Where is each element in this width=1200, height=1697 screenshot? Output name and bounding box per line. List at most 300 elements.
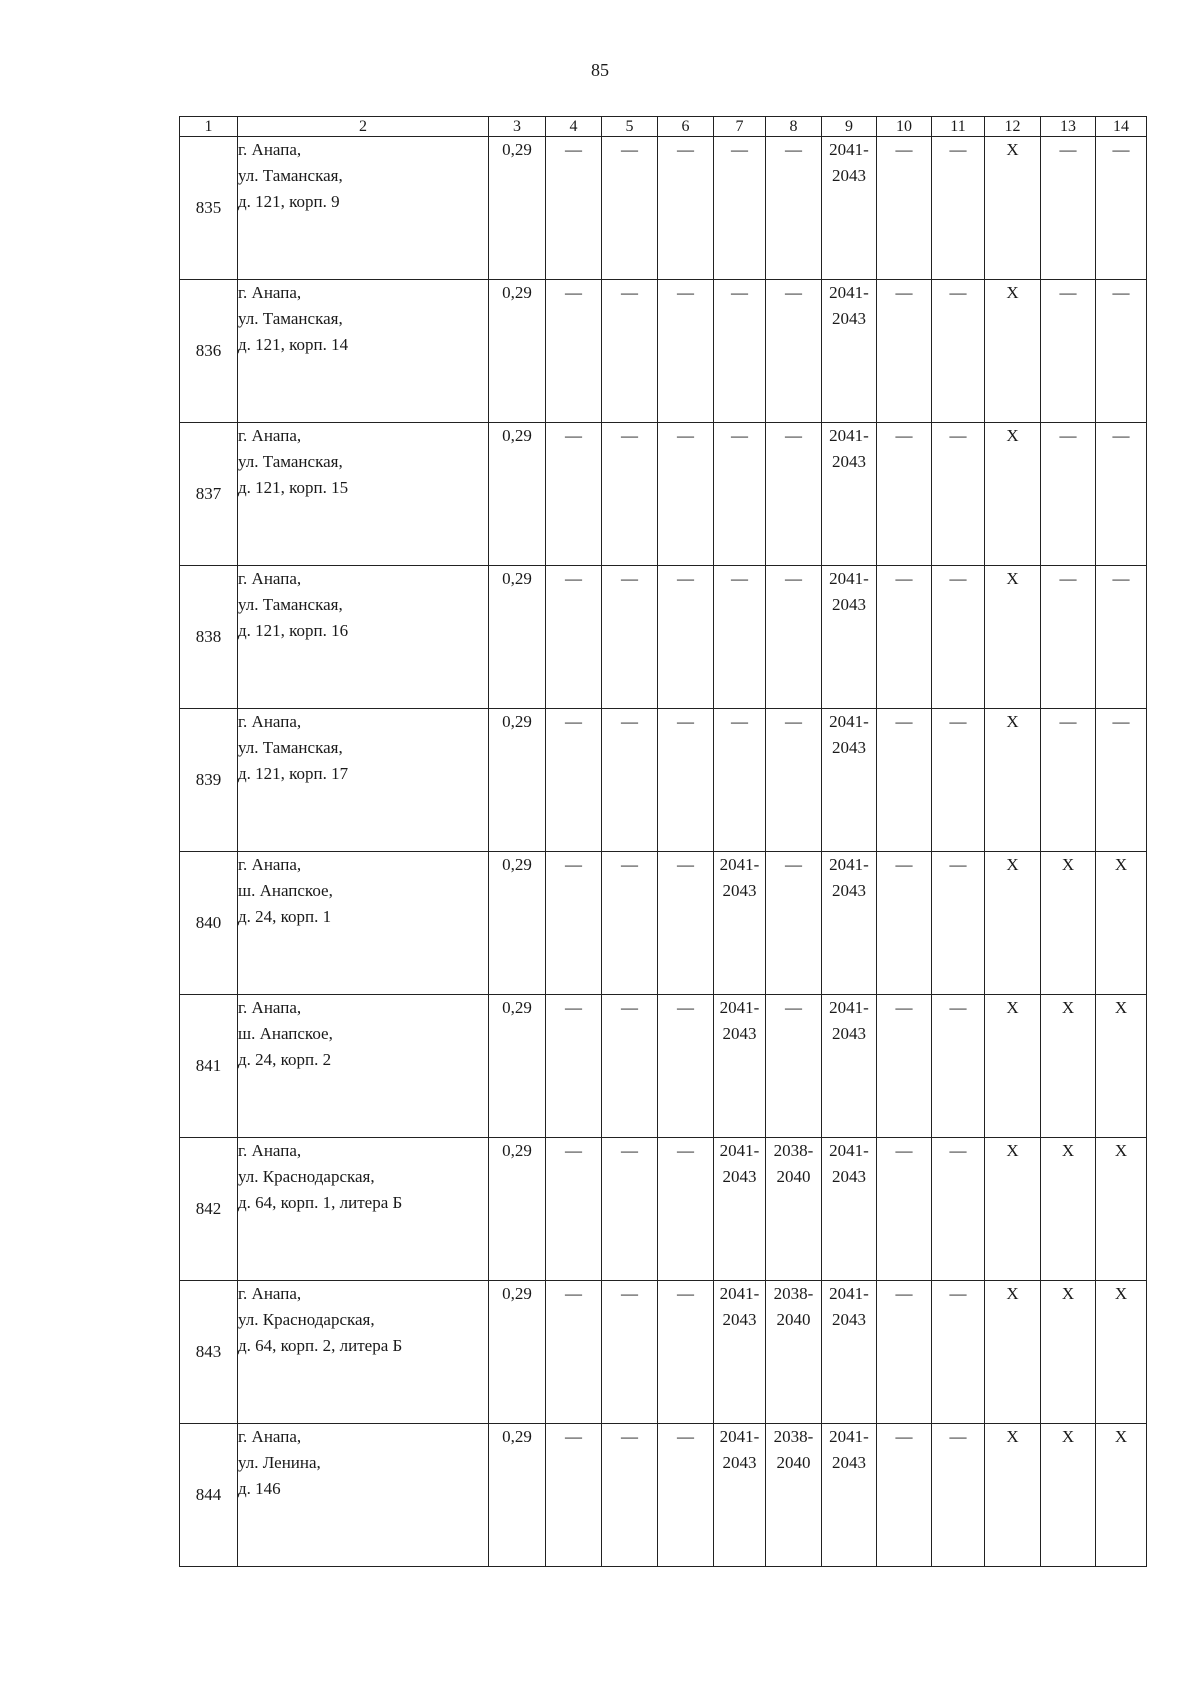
value-text: 2043 — [832, 1167, 866, 1186]
value-text: Х — [1006, 283, 1019, 302]
value-cell — [985, 1138, 1041, 1281]
value-cell — [714, 423, 766, 566]
value-cell — [985, 852, 1041, 995]
value-text: — — [949, 140, 967, 159]
address-line: г. Анапа, — [238, 283, 302, 302]
value-cell — [877, 566, 932, 709]
value-text: — — [949, 426, 967, 445]
value-cell — [766, 995, 822, 1138]
value-cell — [714, 280, 766, 423]
value-cell — [1096, 137, 1147, 280]
value-text: — — [565, 426, 582, 445]
value-text: Х — [1006, 569, 1019, 588]
value-text: — — [731, 426, 748, 445]
column-header: 1 — [180, 117, 238, 137]
value-cell — [546, 566, 602, 709]
column-header: 3 — [489, 117, 546, 137]
value-cell — [877, 1281, 932, 1424]
value-text: 2041- — [829, 1427, 869, 1446]
value-cell — [1041, 995, 1096, 1138]
value-text: Х — [1006, 1284, 1019, 1303]
column-header: 5 — [602, 117, 658, 137]
value-text: — — [1059, 283, 1077, 302]
row-number: 837 — [180, 423, 238, 566]
value-text: — — [785, 283, 802, 302]
value-cell — [602, 709, 658, 852]
value-text: Х — [1114, 1427, 1128, 1446]
value-text: — — [621, 426, 638, 445]
value-text: — — [621, 1141, 638, 1160]
row-number: 840 — [180, 852, 238, 995]
value-text: 0,29 — [502, 283, 532, 302]
value-text: — — [785, 140, 802, 159]
column-header: 8 — [766, 117, 822, 137]
value-text: 2043 — [722, 1453, 757, 1472]
value-text: 2043 — [832, 1024, 866, 1043]
address-cell — [238, 709, 489, 852]
value-text: 2041- — [719, 1141, 760, 1160]
value-cell — [877, 1138, 932, 1281]
value-cell — [546, 423, 602, 566]
row-number: 842 — [180, 1138, 238, 1281]
value-text: — — [785, 998, 802, 1017]
value-cell — [877, 1424, 932, 1567]
value-cell — [602, 1281, 658, 1424]
value-text: — — [895, 283, 913, 302]
address-cell — [238, 1138, 489, 1281]
value-text: — — [949, 1284, 967, 1303]
address-line: г. Анапа, — [238, 1427, 302, 1446]
table-row — [180, 1424, 1147, 1567]
address-line: г. Анапа, — [238, 712, 302, 731]
value-cell — [489, 566, 546, 709]
value-text: — — [785, 855, 802, 874]
value-cell — [932, 1138, 985, 1281]
value-cell — [546, 852, 602, 995]
value-cell — [766, 280, 822, 423]
table-row — [180, 566, 1147, 709]
value-text: 0,29 — [502, 855, 532, 874]
value-cell — [714, 1138, 766, 1281]
value-text: — — [621, 1284, 638, 1303]
value-text: — — [565, 1427, 582, 1446]
value-cell — [658, 280, 714, 423]
value-cell — [658, 1424, 714, 1567]
value-cell — [658, 423, 714, 566]
value-text: Х — [1061, 855, 1075, 874]
value-cell — [1096, 1424, 1147, 1567]
value-text: 2038- — [773, 1284, 814, 1303]
value-cell — [932, 137, 985, 280]
value-cell — [1041, 566, 1096, 709]
value-cell — [877, 280, 932, 423]
address-cell — [238, 423, 489, 566]
value-text: — — [731, 283, 748, 302]
value-cell — [714, 566, 766, 709]
value-text: Х — [1006, 1427, 1019, 1446]
value-text: Х — [1114, 855, 1128, 874]
value-cell — [546, 1138, 602, 1281]
value-text: 2041- — [829, 855, 869, 874]
value-text: Х — [1114, 1141, 1128, 1160]
value-cell — [877, 852, 932, 995]
value-text: Х — [1006, 426, 1019, 445]
value-cell — [714, 995, 766, 1138]
value-text: 2038- — [773, 1141, 814, 1160]
value-cell — [1041, 1281, 1096, 1424]
value-cell — [766, 137, 822, 280]
value-cell — [546, 709, 602, 852]
value-text: — — [895, 712, 913, 731]
value-cell — [489, 1424, 546, 1567]
address-line: д. 121, корп. 15 — [238, 478, 349, 497]
table-row — [180, 1281, 1147, 1424]
value-cell — [877, 137, 932, 280]
value-cell — [766, 1281, 822, 1424]
value-cell — [602, 995, 658, 1138]
value-text: — — [895, 426, 913, 445]
column-header: 11 — [932, 117, 985, 137]
table-row — [180, 852, 1147, 995]
column-header: 13 — [1041, 117, 1096, 137]
value-cell — [822, 566, 877, 709]
value-cell — [1096, 709, 1147, 852]
address-line: ш. Анапское, — [238, 1024, 333, 1043]
value-cell — [932, 709, 985, 852]
value-cell — [822, 852, 877, 995]
value-text: — — [565, 140, 582, 159]
value-text: — — [565, 569, 582, 588]
value-cell — [766, 423, 822, 566]
table-row — [180, 137, 1147, 280]
value-text: — — [1112, 140, 1130, 159]
value-cell — [489, 137, 546, 280]
value-cell — [546, 995, 602, 1138]
value-text: — — [565, 855, 582, 874]
value-text: 2041- — [829, 283, 869, 302]
value-text: 0,29 — [502, 1427, 532, 1446]
value-cell — [1041, 709, 1096, 852]
value-cell — [985, 566, 1041, 709]
address-line: г. Анапа, — [238, 569, 302, 588]
value-cell — [1041, 423, 1096, 566]
value-text: 2041- — [829, 140, 869, 159]
value-cell — [489, 995, 546, 1138]
value-text: 0,29 — [502, 426, 532, 445]
value-text: — — [1112, 712, 1130, 731]
value-cell — [602, 566, 658, 709]
address-line: г. Анапа, — [238, 426, 302, 445]
column-number-header-row — [180, 117, 1147, 137]
column-header: 10 — [877, 117, 932, 137]
value-text: — — [895, 998, 913, 1017]
value-text: 0,29 — [502, 140, 532, 159]
value-text: Х — [1061, 1284, 1075, 1303]
value-text: — — [785, 426, 802, 445]
value-text: — — [565, 1284, 582, 1303]
value-text: — — [621, 283, 638, 302]
value-text: — — [1112, 283, 1130, 302]
value-cell — [602, 423, 658, 566]
value-cell — [985, 995, 1041, 1138]
value-cell — [822, 1281, 877, 1424]
value-cell — [822, 423, 877, 566]
value-text: Х — [1114, 1284, 1128, 1303]
value-text: — — [731, 140, 748, 159]
value-text: Х — [1061, 998, 1075, 1017]
value-cell — [822, 1424, 877, 1567]
value-cell — [822, 137, 877, 280]
value-text: 2041- — [829, 1284, 869, 1303]
value-text: — — [949, 1427, 967, 1446]
value-cell — [1041, 1138, 1096, 1281]
value-cell — [822, 280, 877, 423]
value-text: — — [621, 998, 638, 1017]
value-cell — [932, 995, 985, 1138]
value-text: — — [677, 1284, 694, 1303]
value-text: — — [785, 712, 802, 731]
value-cell — [985, 137, 1041, 280]
value-cell — [1096, 995, 1147, 1138]
value-text: 2041- — [829, 998, 869, 1017]
value-cell — [985, 709, 1041, 852]
table-row — [180, 1138, 1147, 1281]
row-number: 844 — [180, 1424, 238, 1567]
value-text: 2041- — [719, 855, 760, 874]
value-cell — [985, 280, 1041, 423]
value-text: Х — [1006, 998, 1019, 1017]
address-cell — [238, 137, 489, 280]
value-cell — [489, 1281, 546, 1424]
value-text: — — [565, 1141, 582, 1160]
value-text: — — [1059, 426, 1077, 445]
address-line: д. 121, корп. 9 — [238, 192, 340, 211]
value-text: 2043 — [832, 452, 866, 471]
value-text: — — [949, 712, 967, 731]
address-line: д. 64, корп. 2, литера Б — [238, 1336, 403, 1355]
value-cell — [489, 423, 546, 566]
column-header: 7 — [714, 117, 766, 137]
value-text: — — [565, 283, 582, 302]
value-cell — [1096, 566, 1147, 709]
address-cell — [238, 566, 489, 709]
value-cell — [766, 1424, 822, 1567]
value-text: 2041- — [829, 1141, 869, 1160]
value-cell — [714, 852, 766, 995]
column-header: 9 — [822, 117, 877, 137]
value-text: — — [1112, 569, 1130, 588]
value-cell — [932, 1281, 985, 1424]
value-cell — [1096, 280, 1147, 423]
value-text: — — [949, 855, 967, 874]
value-text: — — [785, 569, 802, 588]
value-cell — [932, 423, 985, 566]
column-header: 2 — [238, 117, 489, 137]
column-header: 12 — [985, 117, 1041, 137]
value-cell — [1041, 280, 1096, 423]
value-text: 0,29 — [502, 569, 532, 588]
address-line: д. 64, корп. 1, литера Б — [238, 1193, 403, 1212]
value-cell — [766, 709, 822, 852]
value-cell — [489, 709, 546, 852]
table-row — [180, 709, 1147, 852]
value-text: — — [677, 140, 694, 159]
row-number: 841 — [180, 995, 238, 1138]
value-cell — [546, 1424, 602, 1567]
value-cell — [714, 1424, 766, 1567]
value-cell — [658, 852, 714, 995]
value-text: — — [895, 569, 913, 588]
address-line: ул. Краснодарская, — [238, 1167, 375, 1186]
value-text: 0,29 — [502, 712, 532, 731]
value-cell — [932, 1424, 985, 1567]
value-text: — — [677, 569, 694, 588]
value-cell — [489, 1138, 546, 1281]
value-text: — — [949, 283, 967, 302]
address-line: г. Анапа, — [238, 1284, 302, 1303]
value-text: 2043 — [832, 166, 866, 185]
value-text: 2043 — [722, 1024, 757, 1043]
value-text: — — [621, 712, 638, 731]
value-text: 2041- — [719, 1427, 760, 1446]
value-cell — [546, 1281, 602, 1424]
value-cell — [877, 709, 932, 852]
value-text: 2043 — [832, 881, 866, 900]
value-text: 2041- — [829, 712, 869, 731]
value-cell — [658, 709, 714, 852]
value-text: — — [677, 283, 694, 302]
value-text: — — [895, 1284, 913, 1303]
value-cell — [822, 995, 877, 1138]
value-text: Х — [1061, 1427, 1075, 1446]
address-cell — [238, 280, 489, 423]
value-cell — [602, 1424, 658, 1567]
value-text: — — [621, 855, 638, 874]
value-cell — [1096, 423, 1147, 566]
value-text: Х — [1061, 1141, 1075, 1160]
value-text: — — [677, 855, 694, 874]
table-row — [180, 995, 1147, 1138]
column-header: 6 — [658, 117, 714, 137]
value-cell — [489, 852, 546, 995]
value-cell — [1041, 852, 1096, 995]
address-cell — [238, 1281, 489, 1424]
table-body — [180, 137, 1147, 1567]
value-text: 2043 — [832, 738, 866, 757]
value-text: Х — [1006, 140, 1019, 159]
value-text: — — [731, 712, 748, 731]
value-cell — [489, 280, 546, 423]
row-number: 843 — [180, 1281, 238, 1424]
value-cell — [658, 995, 714, 1138]
value-text: 2040 — [776, 1453, 811, 1472]
value-text: — — [621, 1427, 638, 1446]
value-text: 2041- — [829, 569, 869, 588]
value-text: — — [677, 426, 694, 445]
value-cell — [766, 852, 822, 995]
value-text: 2040 — [776, 1310, 811, 1329]
address-line: д. 121, корп. 17 — [238, 764, 349, 783]
address-line: д. 121, корп. 16 — [238, 621, 349, 640]
address-cell — [238, 1424, 489, 1567]
value-text: 2043 — [832, 1310, 866, 1329]
value-cell — [1096, 1281, 1147, 1424]
address-cell — [238, 995, 489, 1138]
value-text: 0,29 — [502, 998, 532, 1017]
row-number: 836 — [180, 280, 238, 423]
value-cell — [658, 1281, 714, 1424]
value-text: — — [895, 1141, 913, 1160]
value-text: 0,29 — [502, 1284, 532, 1303]
address-line: ул. Таманская, — [238, 309, 343, 328]
value-cell — [932, 852, 985, 995]
value-text: 2041- — [719, 998, 760, 1017]
value-cell — [985, 1424, 1041, 1567]
value-text: Х — [1006, 1141, 1019, 1160]
address-line: д. 146 — [238, 1479, 281, 1498]
value-cell — [766, 566, 822, 709]
value-text: 2040 — [776, 1167, 811, 1186]
row-number: 839 — [180, 709, 238, 852]
value-cell — [1041, 137, 1096, 280]
value-cell — [602, 137, 658, 280]
table-row — [180, 280, 1147, 423]
value-text: — — [731, 569, 748, 588]
value-text: 0,29 — [502, 1141, 532, 1160]
value-cell — [658, 137, 714, 280]
value-cell — [602, 280, 658, 423]
value-text: 2043 — [832, 309, 866, 328]
address-line: ул. Таманская, — [238, 595, 343, 614]
value-cell — [714, 709, 766, 852]
value-text: — — [1059, 712, 1077, 731]
value-text: — — [677, 712, 694, 731]
value-text: 2041- — [829, 426, 869, 445]
value-text: — — [677, 998, 694, 1017]
address-cell — [238, 852, 489, 995]
value-text: — — [895, 1427, 913, 1446]
row-number: 838 — [180, 566, 238, 709]
value-cell — [932, 280, 985, 423]
value-text: 2043 — [722, 1167, 757, 1186]
address-line: ул. Таманская, — [238, 738, 343, 757]
value-text: — — [949, 998, 967, 1017]
value-text: Х — [1114, 998, 1128, 1017]
value-text: — — [949, 569, 967, 588]
column-header: 14 — [1096, 117, 1147, 137]
value-text: Х — [1006, 712, 1019, 731]
column-header: 4 — [546, 117, 602, 137]
value-cell — [766, 1138, 822, 1281]
value-text: — — [621, 569, 638, 588]
value-cell — [877, 423, 932, 566]
value-cell — [658, 1138, 714, 1281]
address-line: г. Анапа, — [238, 998, 302, 1017]
value-cell — [985, 423, 1041, 566]
value-cell — [822, 709, 877, 852]
value-cell — [602, 1138, 658, 1281]
address-line: ул. Таманская, — [238, 166, 343, 185]
value-text: — — [621, 140, 638, 159]
table-row — [180, 423, 1147, 566]
value-text: 2043 — [722, 881, 757, 900]
address-line: д. 24, корп. 1 — [238, 907, 332, 926]
value-text: 2043 — [832, 595, 866, 614]
address-line: ул. Таманская, — [238, 452, 343, 471]
value-text: — — [1059, 140, 1077, 159]
value-text: — — [949, 1141, 967, 1160]
value-text: — — [565, 998, 582, 1017]
